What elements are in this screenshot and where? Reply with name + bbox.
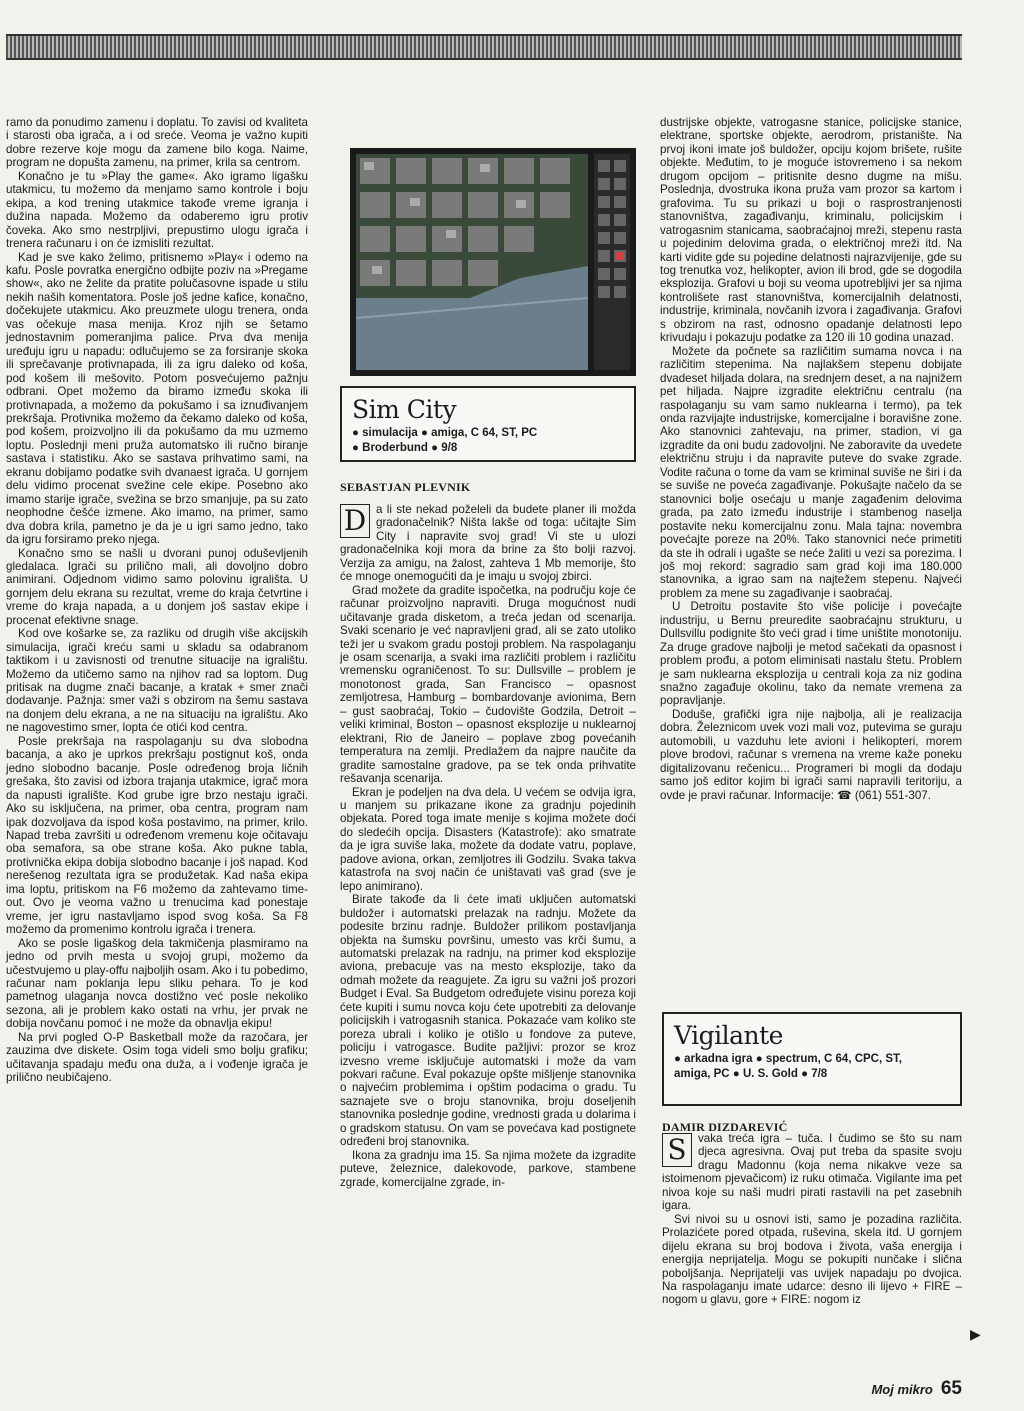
vigilante-author: DAMIR DIZDAREVIĆ	[662, 1120, 788, 1134]
vigilante-meta-1: ● arkadna igra ● spectrum, C 64, CPC, ST,	[674, 1053, 902, 1065]
right-column-paragraph: Možete da počnete sa različitim sumama novca i na različitim stepenima. Na najlakšem stepenu dobijate dvadeset hiljada dolara, na srednjem deset, a na najnižem pet hiljada. Najpre izgradite električnu centralu (na raspolaganju su vam samo nuklearna i termo), pa tek onda razvijajte industrijske, komercijalne i boravišne zone. Ako stanovnici zahtevaju, na primer, stadion, vi ga izgradite da oni budu zadovoljni. Ne zaboravite da uvedete električnu struju i da napravite puteve do svake zgrade. Vodite računa o tome da vam se kriminal suviše ne širi i da se suviše ne poveća zagađivanje. Pokušajte načelo da se stanovnici bolje osećaju u manje zagađenim delovima grada, pa zato između industrije i stambenog naselja postavite neku komercijalnu zonu. Mala tajna: novembra povećajte poreze na 20%. Tako stanovnici neće primetiti da ste ih odrali i ugašte se neće žaliti u vezi sa porezima. I još moj rekord: sagradio sam grad koji ima 180.000 stanovnika, a igrao sam na najtežem stepenu. Najveći problem za mene su zagađivanje i saobraćaj.	[660, 344, 962, 600]
sim-city-title: Sim City	[352, 395, 457, 424]
sim-city-author: SEBASTJAN PLEVNIK	[340, 480, 471, 494]
right-column-paragraph: dustrijske objekte, vatrogasne stanice, policijske stanice, elektrane, sportske objekte, aerodrom, pristanište. Na prvoj ikoni imate još buldožer, opciju kojom brišete, rušite objekte. Međutim, to je moguće istovremeno i sa nekom drugom opcijom – pritisnite desno dugme na mišu. Poslednja, dvostruka ikona pruža vam prozor sa kartom i grafovima. Tu su prikazi u boji o rasprostranjenosti stanovništva, zagađivanju, kriminalu, policijskim i vatrogasnim stanicama, saobraćajnoj mreži, stepenu rasta u pojedinim delovima grada, o električnoj mreži itd. Na karti vidite gde su pojedine delatnosti najrazvijenije, gde su tog trenutka voz, helikopter, avion ili brod, gde se dogodila eksplozija. Grafovi u boji su veoma upotrebljivi jer sa njima kontrolišete rast stanovništva, komercijalnih delatnosti, industrije, kriminala, novčanih izvora i zagađivanja. Grafovi s obzirom na rast, odnosno opadanje delatnosti lepo krivudaju i pokazuju podatke za 120 ili 10 godina unazad.	[660, 116, 962, 345]
right-column	[660, 116, 962, 802]
left-column-paragraph: Posle prekršaja na raspolaganju su dva slobodna bacanja, a ako je uprkos prekršaju postignut koš, onda jedno slobodno bacanje. Posle određenog broja ličnih grešaka, što zavisi od izbora trajanja utakmice, igrač mora da napusti igralište. Kod grube igre brzo nestaju igrači. Ako su isključena, na primer, oba centra, program nam ipak dozvoljava da ispod koša postavimo, na primer, krilo. Napad treba završiti u određenom vremenu koje očitavaju oba semafora, sa obe strane koša. Ako pukne tabla, protivnička ekipa dobija slobodno bacanje i još napad. Kod nerešenog rezultata igra se produžetak. Kad naša ekipa ima loptu, pritiskom na F6 možemo da zahtevamo time-out. Ovo je veoma važno u trenucima kad ponestaje vreme, jer igru nastavljamo ispod svog koša. Sa F8 možemo da promenimo kontrolu igrača i trenera.	[6, 734, 308, 937]
vigilante-paragraphs	[662, 1213, 962, 1307]
sim-city-meta-2: ● Broderbund ● 9/8	[352, 442, 458, 454]
left-column-paragraph: Konačno je tu »Play the game«. Ako igramo ligašku utakmicu, tu možemo da menjamo samo kontrole i boju ekipa, a kod trening utakmice takođe vreme igranja i dužina napada. Možemo da odaberemo igru protiv čoveka. Ako smo nestrpljivi, prepustimo ulogu igrača i trenera računaru i on će izmisliti rezultat.	[6, 169, 308, 251]
left-column-paragraph: ramo da ponudimo zamenu i doplatu. To zavisi od kvaliteta i starosti oba igrača, a i od sreće. Veoma je važno kupiti dobre rezerve koje mogu da zamene bilo koga. Naime, program ne dopušta zamenu, na primer, krila sa centrom.	[6, 116, 308, 170]
vigilante-body	[662, 1132, 962, 1307]
vigilante-lead: vaka treća igra – tuča. I čudimo se što su nam djeca agresivna. Ovaj put treba da spasite svoju dragu Madonnu (koja nema nikakve veze sa istoimenom pjevačicom) iz ruku otimača. Vigilante ima pet nivoa koje su naši mudri pirati rastavili na pet zasebnih igara.	[662, 1132, 962, 1213]
vigilante-lead-paragraph	[662, 1132, 962, 1213]
vigilante-title-box	[662, 1012, 962, 1106]
page-number: 65	[940, 1378, 962, 1399]
vigilante-paragraph: Svi nivoi su u osnovi isti, samo je pozadina različita. Prolazićete pored otpada, ruševina, skela itd. U gornjem dijelu ekrana su broj bodova i života, vaša energija i energija neprijatelja. Mogu se pokupiti nunčake i slična poboljšanja. Neprijatelji vas uvijek napadaju po dvojica. Na raspolaganju imate udarce: desno ili lijevo + FIRE – nogom u glavu, gore + FIRE: nogom iz	[662, 1212, 962, 1307]
sim-city-screenshot	[350, 148, 636, 376]
vigilante-title: Vigilante	[674, 1021, 783, 1050]
left-column-paragraph: Ako se posle ligaškog dela takmičenja plasmiramo na jedno od prvih mesta u svojoj grupi, možemo da učestvujemo u play-offu najboljih osam. Ako i tu pobedimo, računar nam poklanja lepu sliku pehara. To je kod pametnog ulaganja novca dostižno već posle nekoliko sezona, ali je problem kako ostati na vrhu, jer prvak ne dobija novčanu pomoć i ne može da obnavlja ekipu!	[6, 936, 308, 1031]
sim-city-paragraph: Grad možete da gradite ispočetka, na području koje će računar proizvoljno napraviti. Druga mogućnost nudi učitavanje grada disketom, a treća jedan od scenarija. Svaki scenario je već napravljeni grad, ali se zato utoliko teži jer u svakom gradu postoji problem. Na raspolaganju je osam scenarija, a svaki ima različiti problem i različitu vremensku ograničenost. To su: Dullsville – problem je monotonost grada, San Francisco – opasnost zemljotresa, Hamburg – bombardovanje avionima, Bern – gust saobraćaj, Tokio – čudovište Godzila, Detroit – veliki kriminal, Boston – opasnost eksplozije u nuklearnoj elektrani, Rio de Janeiro – poplave zbog povećanih temperatura na zemlji. Predlažem da najpre naučite da gradite samostalne gradove, pa se tek onda prihvatite rešavanja scenarija.	[340, 583, 636, 786]
sim-city-lead-paragraph	[340, 503, 636, 584]
sim-city-meta-1: ● simulacija ● amiga, C 64, ST, PC	[352, 427, 538, 439]
continue-arrow-icon: ▶	[970, 1326, 981, 1342]
sim-city-dropcap: D	[340, 504, 370, 538]
sim-city-body	[340, 503, 636, 1189]
page-footer	[871, 1378, 962, 1400]
right-column-paragraph: U Detroitu postavite što više policije i povećajte industriju, u Bernu preuredite saobraćajnu strukturu, u Dullsvillu podignite što veći grad i time uništite monotoniju. Za druge gradove najbolji je metod sačekati da opasnost i problem prođu, a potom eliminisati nastalu štetu. Problem je sam nuklearna eksplozija u centrali koja za niz godina snažno zagađuje okolinu, tako da nemate vremena za popravljanje.	[660, 600, 962, 708]
sim-city-lead: a li ste nekad poželeli da budete planer ili možda gradonačelnik? Ništa lakše od toga: učitajte Sim City i napravite svoj grad! Vi ste u ulozi gradonačelnika koji mora da brine za što bolji razvoj. Verzija za amigu, na žalost, zahteva 1 Mb memorije, što će mnoge onemogućiti da je imaju u svojoj zbirci.	[340, 503, 636, 584]
right-column-paragraph: Doduše, grafički igra nije najbolja, ali je realizacija dobra. Železnicom uvek vozi mali voz, putevima se guraju automobili, u vazduhu lete avioni i helikopteri, morem plove brodovi, računar s vremena na vreme kaže poneku digitalizovanu rečenicu... Programeri bi mogli da dodaju samo još editor kojim bi igrači sami napravili teritoriju, a ovde je pravi računar. Informacije: ☎ (061) 551-307.	[660, 707, 962, 802]
left-column	[6, 116, 308, 1085]
sim-city-paragraphs	[340, 584, 636, 1189]
sim-city-title-box	[340, 386, 636, 462]
vigilante-dropcap: S	[662, 1133, 692, 1167]
header-stripe	[6, 34, 962, 60]
left-column-paragraph: Kad je sve kako želimo, pritisnemo »Play« i odemo na kafu. Posle povratka energično odbijte poziv na »Pregame show«, ako ne želite da pratite polučasovne ispade u stilu nekih naših komentatora. Posle još jedne kafice, konačno, dočekujete utakmicu. Ako preuzmete ulogu trenera, onda vas očekuje masa menija. Kroz njih se šetamo jednostavnim pomeranjima palice. Prva dva menija uređuju igru u napadu: odlučujemo se za forsiranje skoka ili sprečavanje protivnapada, ili za igru daleko od koša, pod košem ili mešovito. Potom posvećujemo pažnju odbrani. Opet možemo da biramo između skoka ili protivnapada, a možemo da pokušamo i sa iznuđivanjem prekršaja. Protivnika možemo da čekamo daleko od koša, pod košem, proizvoljno ili da pokušamo da mu uzmemo loptu. Poslednji meni pruža automatsko ili ručno biranje sastava i statistiku. Ako se sastava prihvatimo sami, na ekranu dobijamo podatke svih dvanaest igrača. U gornjem delu vidimo procenat svežine cele ekipe. Posebno ako imamo starije igrače, svežina se brzo smanjuje, pa su zato neophodne češće izmene. Ako imamo, na primer, samo dva dobra krila, pametno je da je u igri samo jedno, tako da igru forsiramo preko njega.	[6, 250, 308, 547]
left-column-paragraph: Na prvi pogled O-P Basketball može da razočara, jer zauzima dve diskete. Osim toga videli smo bolju grafiku; učitavanja spadaju među ona duža, a i vođenje igrača je prilično neubičajeno.	[6, 1030, 308, 1085]
left-column-paragraph: Kod ove košarke se, za razliku od drugih više akcijskih simulacija, igrači kreću sami u skladu sa odabranom taktikom i u zavisnosti od trenutne situacije na igralištu. Možemo da utičemo samo na njihov rad sa loptom. Dug pritisak na dugme znači bacanje, a kratak + smer znači dodavanje. Pažnja: smer važi s obzirom na šemu sastava na donjem delu ekrana, a ne na situaciju na igralištu. Ako ne nagovestimo smer, lopta će otići kod centra.	[6, 627, 308, 735]
left-column-paragraph: Konačno smo se našli u dvorani punoj oduševljenih gledalaca. Igrači su prilično mali, ali dovoljno dobro animirani. Odjednom vidimo samo polovinu igrališta. U gornjem delu ekrana su rezultat, vreme do kraja četvrtine i vreme do kraja napada, a u donjem još sastav ekipe i procenat efektivne snage.	[6, 546, 308, 627]
sim-city-paragraph: Ekran je podeljen na dva dela. U većem se odvija igra, u manjem su prikazane ikone za gradnju pojedinih objekata. Pored toga imate menije s kojima možete doći do sledećih opcija. Disasters (Katastrofe): ako smatrate da je igra suviše laka, možete da dodate vatru, poplave, padove aviona, orkan, zemljotres ili Godzilu. Svaka takva katastrofa na svoj način će uništavati vaš grad (sve je lepo animirano).	[340, 785, 636, 893]
sim-city-paragraph: Ikona za gradnju ima 15. Sa njima možete da izgradite puteve, železnice, dalekovode, parkove, stambene zgrade, komercijalne zgrade, in-	[340, 1148, 636, 1189]
magazine-name: Moj mikro	[871, 1382, 933, 1397]
vigilante-meta-2: amiga, PC ● U. S. Gold ● 7/8	[674, 1068, 828, 1080]
sim-city-paragraph: Birate takođe da li ćete imati uključen automatski buldožer i automatski prelazak na radnju. Možete da podesite brzinu radnje. Buldožer prilikom postavljanja objekta na šumsku površinu, umesto vas krči šumu, a automatski prelazak na radnju, na primer kod eksplozije aviona, prebacuje vas na mesto eksplozije, tako da odmah možete da reagujete. Za igru su važni još prozori Budget i Eval. Sa Budgetom određujete visinu poreza koji ćete kupiti i sumu novca koju ćete upotrebiti za delovanje policijskih i vatrogasnih stanica. Pokazaće vam koliko ste poreza ubrali i koliko je otišlo u fondove za puteve, policiju i vatrogasce. Budite pažljivi: prozor se kroz izvesno vreme isključuje automatski i može da vam pokvari račune. Eval pokazuje opšte mišljenje stanovnika o najvećim problemima i opštim podacima o gradu. Tu saznajete sve o broju stanovnika, broju doseljenih stanovnika poslednje godine, vrednosti grada u dolarima i o gradskom statusu. On vam se povećava kad postignete određeni broj stanovnika.	[340, 893, 636, 1149]
